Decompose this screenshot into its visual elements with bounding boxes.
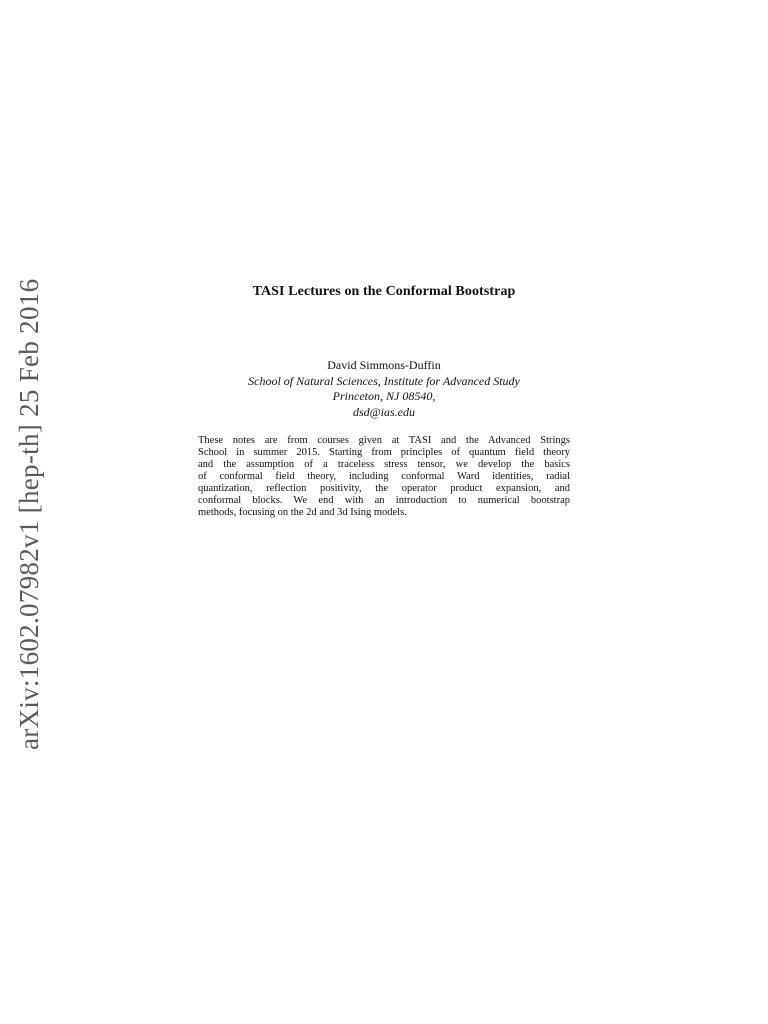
abstract-line: School in summer 2015. Starting from principles of quantum field theory: [198, 447, 570, 458]
author-affiliation: School of Natural Sciences, Institute for Advanced Study: [248, 373, 520, 388]
author-name: David Simmons-Duffin: [327, 358, 441, 372]
paper-title: TASI Lectures on the Conformal Bootstrap: [252, 284, 516, 299]
abstract-line: of conformal field theory, including conformal Ward identities, radial: [198, 471, 570, 482]
abstract-line: These notes are from courses given at TASI and the Advanced Strings: [198, 435, 570, 446]
abstract-line: and the assumption of a traceless stress tensor, we develop the basics: [198, 459, 570, 470]
abstract-line: quantization, reflection positivity, the operator product expansion, and: [198, 483, 570, 494]
author-block: [0, 358, 768, 420]
abstract-line: conformal blocks. We end with an introduction to numerical bootstrap: [198, 495, 570, 506]
author-location: Princeton, NJ 08540,: [332, 389, 436, 403]
arxiv-identifier-stamp: arXiv:1602.07982v1 [hep-th] 25 Feb 2016: [14, 278, 44, 750]
author-email: dsd@ias.edu: [352, 404, 416, 419]
abstract: [198, 435, 570, 519]
abstract-line: methods, focusing on the 2d and 3d Ising models.: [198, 507, 407, 518]
